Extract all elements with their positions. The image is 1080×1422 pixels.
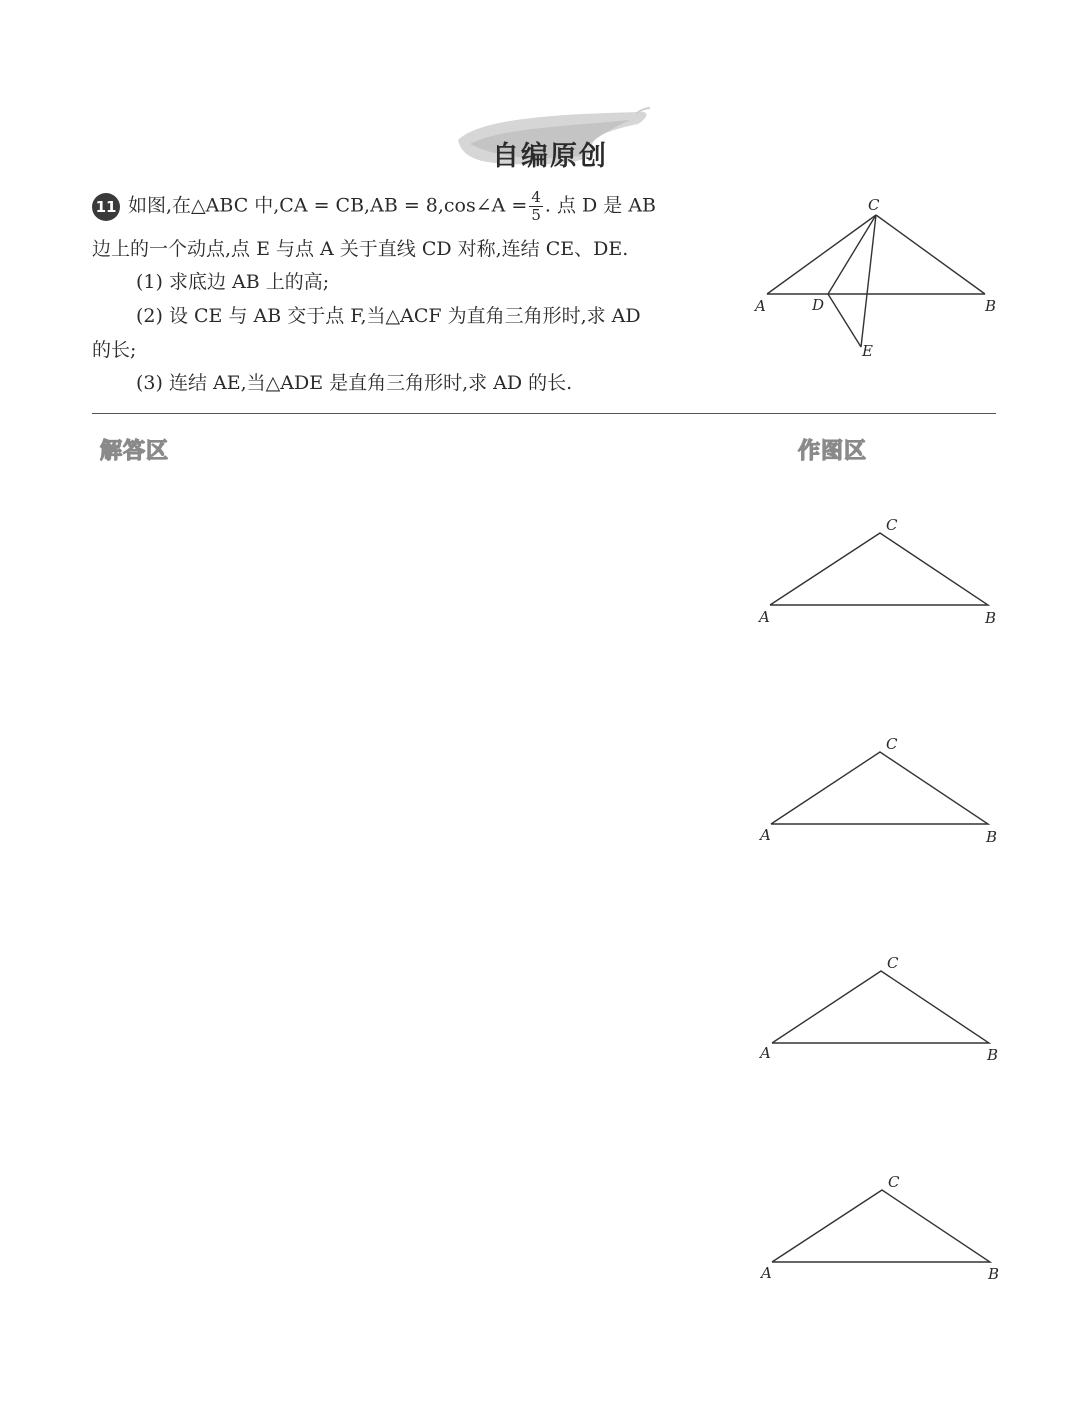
triangle-abc	[772, 971, 989, 1043]
label-a: A	[759, 608, 770, 626]
answer-area[interactable]	[92, 470, 732, 1330]
label-b: B	[985, 297, 997, 315]
label-a: A	[761, 1264, 772, 1282]
label-c: C	[887, 954, 899, 972]
drawing-zone-label: 作图区	[798, 439, 868, 464]
label-c: C	[888, 1173, 900, 1191]
drawing-triangle-3	[750, 950, 1010, 1070]
drawing-triangle-4	[750, 1170, 1010, 1290]
label-e: E	[862, 342, 873, 360]
question-1: (1) 求底边 AB 上的高;	[136, 271, 330, 293]
label-c: C	[886, 516, 898, 534]
label-a: A	[760, 826, 771, 844]
fraction-numerator: 4	[531, 188, 541, 206]
section-title: 自编原创	[492, 141, 608, 172]
problem-line-2: 边上的一个动点,点 E 与点 A 关于直线 CD 对称,连结 CE、DE.	[92, 238, 629, 260]
section-divider	[92, 413, 996, 414]
problem-intro-text: 如图,在△ABC 中,CA = CB,AB = 8,cos∠A =	[128, 194, 528, 217]
problem-number-badge: 11	[92, 193, 120, 221]
problem-line-1	[92, 190, 656, 223]
triangle-abc	[772, 1190, 990, 1262]
triangle-abc	[771, 752, 988, 824]
drawing-triangle-1	[750, 510, 1010, 630]
label-c: C	[868, 196, 880, 214]
segment-cb	[876, 215, 985, 294]
label-a: A	[755, 297, 766, 315]
question-2-line-1: (2) 设 CE 与 AB 交于点 F,当△ACF 为直角三角形时,求 AD	[136, 305, 641, 327]
drawing-triangle-2	[750, 730, 1010, 850]
segment-de	[828, 294, 861, 347]
question-2-line-2: 的长;	[92, 339, 137, 361]
fraction-denominator: 5	[531, 206, 541, 224]
label-a: A	[760, 1044, 771, 1062]
segment-ac	[767, 215, 876, 294]
label-d: D	[812, 296, 825, 314]
label-b: B	[987, 1046, 999, 1064]
triangle-abc	[770, 533, 988, 605]
cos-fraction	[529, 190, 543, 223]
problem-intro-tail: . 点 D 是 AB	[544, 194, 657, 217]
question-3: (3) 连结 AE,当△ADE 是直角三角形时,求 AD 的长.	[136, 372, 573, 394]
label-b: B	[988, 1265, 1000, 1283]
label-b: B	[985, 609, 997, 627]
answer-zone-label: 解答区	[100, 439, 170, 464]
problem-figure	[750, 190, 1010, 365]
label-b: B	[986, 828, 998, 846]
label-c: C	[886, 735, 898, 753]
